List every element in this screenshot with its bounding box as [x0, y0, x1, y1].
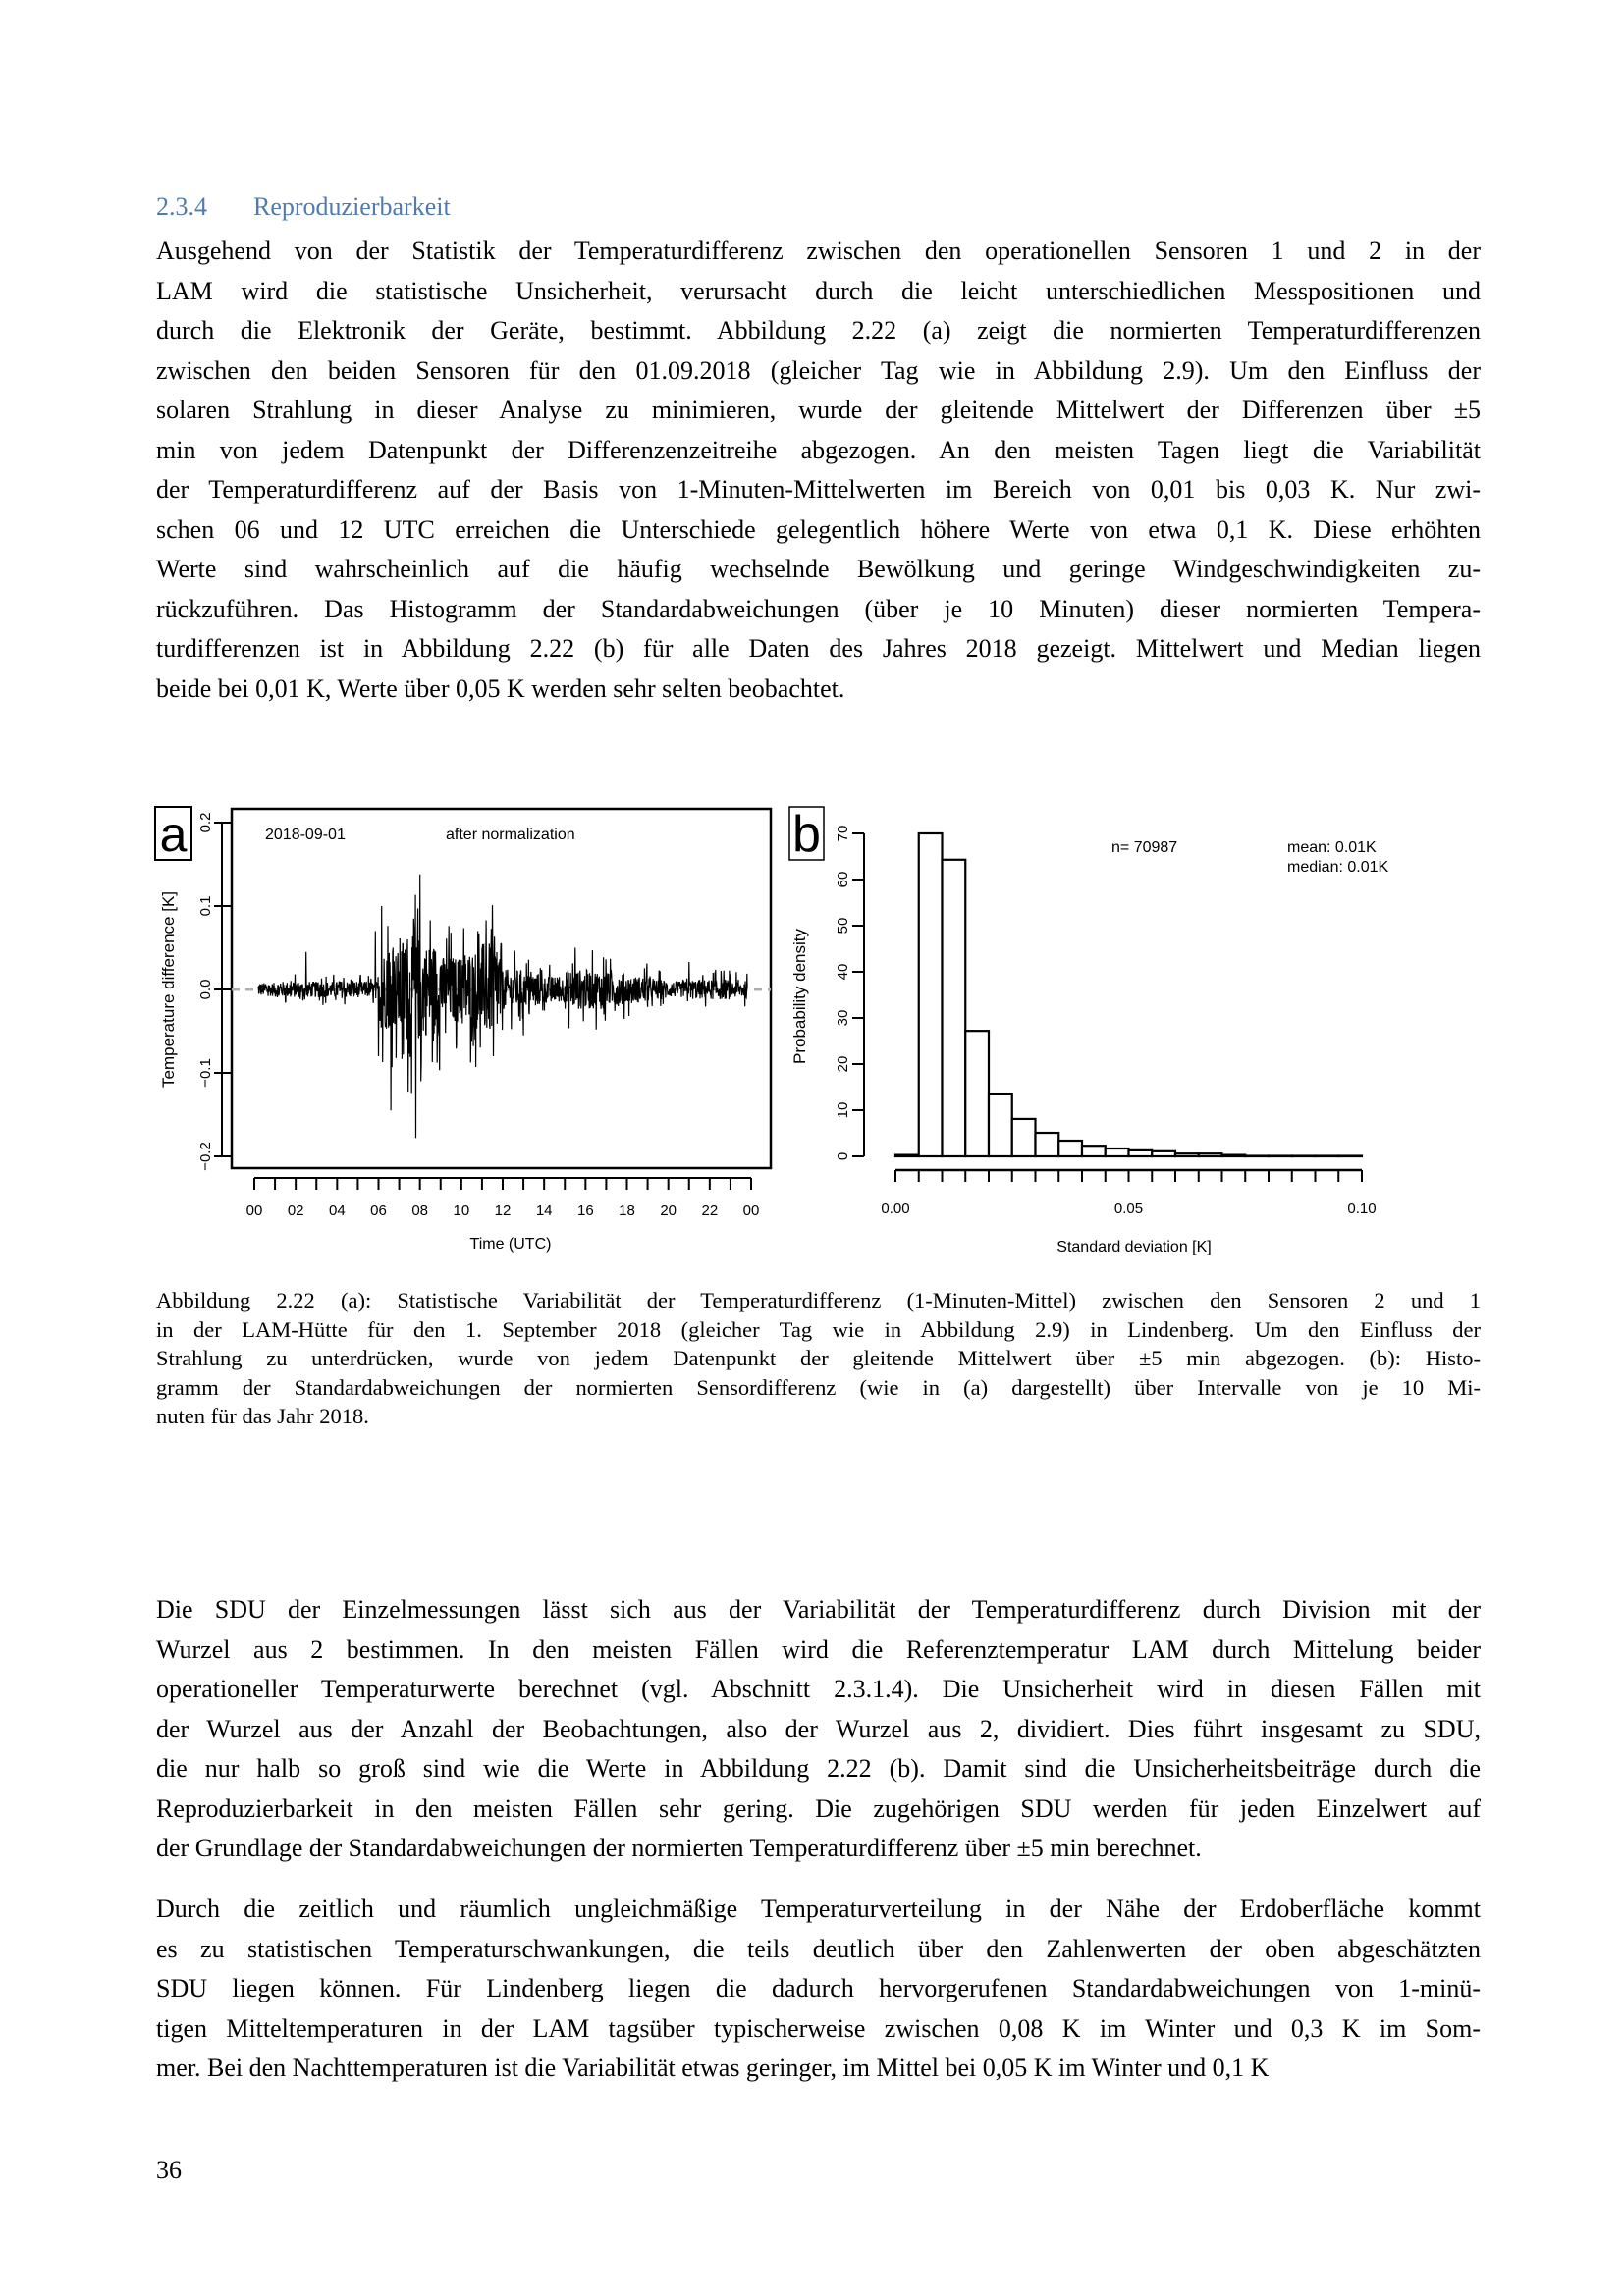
- text-line: SDU liegen können. Für Lindenberg liegen die dadurch hervorgerufenen Standardabweichungen von 1-minü-: [156, 1974, 1481, 2002]
- histogram-bar: [895, 1155, 919, 1156]
- panel-b-y-tick-label: 30: [835, 1009, 851, 1027]
- text-line: min von jedem Datenpunkt der Differenzenzeitreihe abgezogen. An den meisten Tagen liegt die Variabilität: [156, 435, 1481, 464]
- panel-b-y-label: Probability density: [790, 929, 809, 1064]
- panel-a-x-tick-label: 22: [701, 1202, 719, 1219]
- panel-b-label: b: [792, 806, 821, 863]
- histogram-bar: [943, 860, 966, 1156]
- text-line: zwischen den beiden Sensoren für den 01.09.2018 (gleicher Tag wie in Abbildung 2.9). Um den Einfluss der: [156, 355, 1481, 385]
- text-line: solaren Strahlung in dieser Analyse zu minimieren, wurde der gleitende Mittelwert der Differenzen über ±5: [156, 396, 1481, 424]
- histogram-bar: [1175, 1153, 1199, 1156]
- panel-b: [789, 806, 1389, 1255]
- text-line: Strahlung zu unterdrücken, wurde von jedem Datenpunkt der gleitende Mittelwert über ±5 min abgezogen. (b): Histo-: [156, 1346, 1481, 1370]
- histogram-bar: [1012, 1119, 1036, 1156]
- text-line: Die SDU der Einzelmessungen lässt sich aus der Variabilität der Temperaturdifferenz durch Division mit der: [156, 1595, 1481, 1624]
- page-number: 36: [156, 2156, 182, 2184]
- panel-b-y-tick-label: 40: [835, 963, 851, 981]
- text-line: tigen Mitteltemperaturen in der LAM tagsüber typischerweise zwischen 0,08 K im Winter und 0,3 K im Som-: [156, 2013, 1481, 2043]
- histogram-bar: [1338, 1156, 1362, 1157]
- panel-a-normalization-annotation: after normalization: [446, 827, 575, 843]
- panel-a-x-tick-label: 00: [742, 1202, 760, 1219]
- histogram-bar: [1129, 1150, 1153, 1156]
- text-line: mer. Bei den Nachttemperaturen ist die Variabilität etwas geringer, im Mittel bei 0,05 K im Winter und 0,1 K: [156, 2054, 1270, 2082]
- panel-b-y-axis: [835, 826, 864, 1161]
- figure-caption: [156, 1286, 1481, 1431]
- panel-a-y-tick-label: 0.2: [197, 812, 214, 833]
- panel-b-x-tick-label: 0.00: [881, 1201, 910, 1217]
- histogram-bar: [1245, 1156, 1269, 1157]
- panel-a-x-tick-label: 02: [287, 1202, 304, 1219]
- panel-a-y-tick-label: −0.2: [197, 1142, 214, 1171]
- panel-a-x-tick-label: 20: [660, 1202, 677, 1219]
- text-line: Abbildung 2.22 (a): Statistische Variabilität der Temperaturdifferenz (1-Minuten-Mittel) zwischen den Sensoren 2 und 1: [156, 1288, 1481, 1312]
- text-line: der Wurzel aus der Anzahl der Beobachtungen, also der Wurzel aus 2, dividiert. Dies führt insgesamt zu SDU,: [156, 1714, 1481, 1743]
- text-line: es zu statistischen Temperaturschwankungen, die teils deutlich über den Zahlenwerten der oben abgeschätzten: [156, 1934, 1481, 1963]
- histogram-bar: [919, 833, 943, 1156]
- panel-a-x-axis: [246, 1178, 760, 1219]
- text-line: gramm der Standardabweichungen der normierten Sensordifferenz (wie in (a) dargestellt) über Intervalle von je 10 Mi-: [156, 1374, 1481, 1400]
- panel-b-x-tick-label: 0.10: [1347, 1201, 1377, 1217]
- panel-a-y-axis: [197, 813, 232, 1171]
- panel-a-x-tick-label: 16: [576, 1202, 594, 1219]
- histogram-bar: [965, 1031, 989, 1156]
- text-line: der Grundlage der Standardabweichungen der normierten Temperaturdifferenz über ±5 min berechnet.: [156, 1834, 1202, 1862]
- histogram-bar: [1222, 1155, 1246, 1156]
- histogram-bar: [1316, 1156, 1339, 1157]
- panel-b-y-tick-label: 20: [835, 1055, 851, 1073]
- panel-b-y-tick-label: 50: [835, 917, 851, 934]
- panel-b-median-annotation: median: 0.01K: [1287, 859, 1389, 876]
- histogram-bar: [1269, 1156, 1292, 1157]
- text-line: in der LAM-Hütte für den 1. September 2018 (gleicher Tag wie in Abbildung 2.9) in Lindenberg. Um den Einfluss der: [156, 1316, 1481, 1342]
- panel-b-y-tick-label: 60: [835, 871, 851, 888]
- histogram-bar: [1082, 1146, 1106, 1156]
- panel-a-x-tick-label: 06: [370, 1202, 387, 1219]
- paragraph-2: [156, 1590, 1481, 1869]
- text-line: Werte sind wahrscheinlich auf die häufig wechselnde Bewölkung und geringe Windgeschwindigkeiten zu-: [156, 555, 1481, 583]
- text-line: operationeller Temperaturwerte berechnet (vgl. Abschnitt 2.3.1.4). Die Unsicherheit wird in diesen Fällen mit: [156, 1675, 1481, 1703]
- text-line: schen 06 und 12 UTC erreichen die Unterschiede gelegentlich höhere Werte von etwa 0,1 K. Diese erhöhten: [156, 514, 1481, 544]
- section-title: Reproduzierbarkeit: [253, 192, 451, 221]
- panel-a-x-tick-label: 10: [453, 1202, 470, 1219]
- text-line: beide bei 0,01 K, Werte über 0,05 K werden sehr selten beobachtet.: [156, 673, 845, 703]
- panel-b-x-tick-label: 0.05: [1113, 1201, 1144, 1217]
- panel-a-y-tick-label: −0.1: [197, 1058, 214, 1088]
- panel-a-y-label: Temperature difference [K]: [159, 890, 178, 1089]
- panel-b-bars: [895, 833, 1362, 1156]
- panel-b-mean-annotation: mean: 0.01K: [1287, 839, 1377, 856]
- panel-a-x-tick-label: 08: [411, 1202, 429, 1219]
- panel-b-x-axis: [881, 1170, 1376, 1217]
- panel-a-x-tick-label: 14: [535, 1202, 553, 1219]
- paragraph-3: [156, 1890, 1481, 2089]
- histogram-bar: [1036, 1133, 1059, 1156]
- panel-a-date-annotation: 2018-09-01: [265, 827, 346, 843]
- text-line: die nur halb so groß sind wie die Werte in Abbildung 2.22 (b). Damit sind die Unsicherheitsbeiträge durch die: [156, 1754, 1481, 1783]
- panel-a: [155, 807, 771, 1253]
- text-line: rückzuführen. Das Histogramm der Standardabweichungen (über je 10 Minuten) dieser normierten Tempera-: [156, 594, 1481, 623]
- text-line: Ausgehend von der Statistik der Temperaturdifferenz zwischen den operationellen Sensoren 1 und 2 in der: [156, 237, 1481, 265]
- panel-a-x-tick-label: 18: [619, 1202, 635, 1219]
- panel-b-n-annotation: n= 70987: [1111, 839, 1178, 856]
- text-line: turdifferenzen ist in Abbildung 2.22 (b) für alle Daten des Jahres 2018 gezeigt. Mittelwert und Median liegen: [156, 634, 1481, 663]
- panel-b-y-tick-label: 10: [835, 1101, 851, 1119]
- text-line: der Temperaturdifferenz auf der Basis von 1-Minuten-Mittelwerten im Bereich von 0,01 bis 0,03 K. Nur zwi-: [156, 475, 1481, 504]
- histogram-bar: [1199, 1153, 1222, 1156]
- panel-a-label: a: [159, 807, 188, 862]
- histogram-bar: [989, 1094, 1012, 1156]
- section-number: 2.3.4: [156, 192, 207, 221]
- panel-a-x-tick-label: 04: [328, 1202, 346, 1219]
- text-line: Wurzel aus 2 bestimmen. In den meisten Fällen wird die Referenztemperatur LAM durch Mittelung beider: [156, 1634, 1481, 1664]
- text-line: durch die Elektronik der Geräte, bestimmt. Abbildung 2.22 (a) zeigt die normierten Temperaturdifferenzen: [156, 316, 1481, 345]
- text-line: LAM wird die statistische Unsicherheit, verursacht durch die leicht unterschiedlichen Messpositionen und: [156, 276, 1481, 305]
- text-line: nuten für das Jahr 2018.: [156, 1404, 369, 1428]
- panel-b-x-label: Standard deviation [K]: [1056, 1239, 1212, 1255]
- histogram-bar: [1292, 1156, 1316, 1157]
- text-line: Durch die zeitlich und räumlich ungleichmäßige Temperaturverteilung in der Nähe der Erdoberfläche kommt: [156, 1895, 1481, 1923]
- panel-a-x-tick-label: 00: [245, 1202, 263, 1219]
- panel-a-series-line: [258, 875, 748, 1139]
- text-line: Reproduzierbarkeit in den meisten Fällen sehr gering. Die zugehörigen SDU werden für jeden Einzelwert auf: [156, 1793, 1481, 1823]
- panel-b-y-tick-label: 70: [835, 825, 851, 842]
- histogram-bar: [1106, 1148, 1129, 1156]
- panel-a-x-label: Time (UTC): [469, 1236, 552, 1253]
- histogram-bar: [1058, 1141, 1082, 1156]
- panel-a-y-tick-label: 0.1: [197, 895, 214, 917]
- histogram-bar: [1152, 1151, 1175, 1156]
- panel-b-y-tick-label: 0: [835, 1151, 851, 1161]
- panel-a-y-tick-label: 0.0: [197, 979, 214, 1000]
- panel-a-x-tick-label: 12: [494, 1202, 512, 1219]
